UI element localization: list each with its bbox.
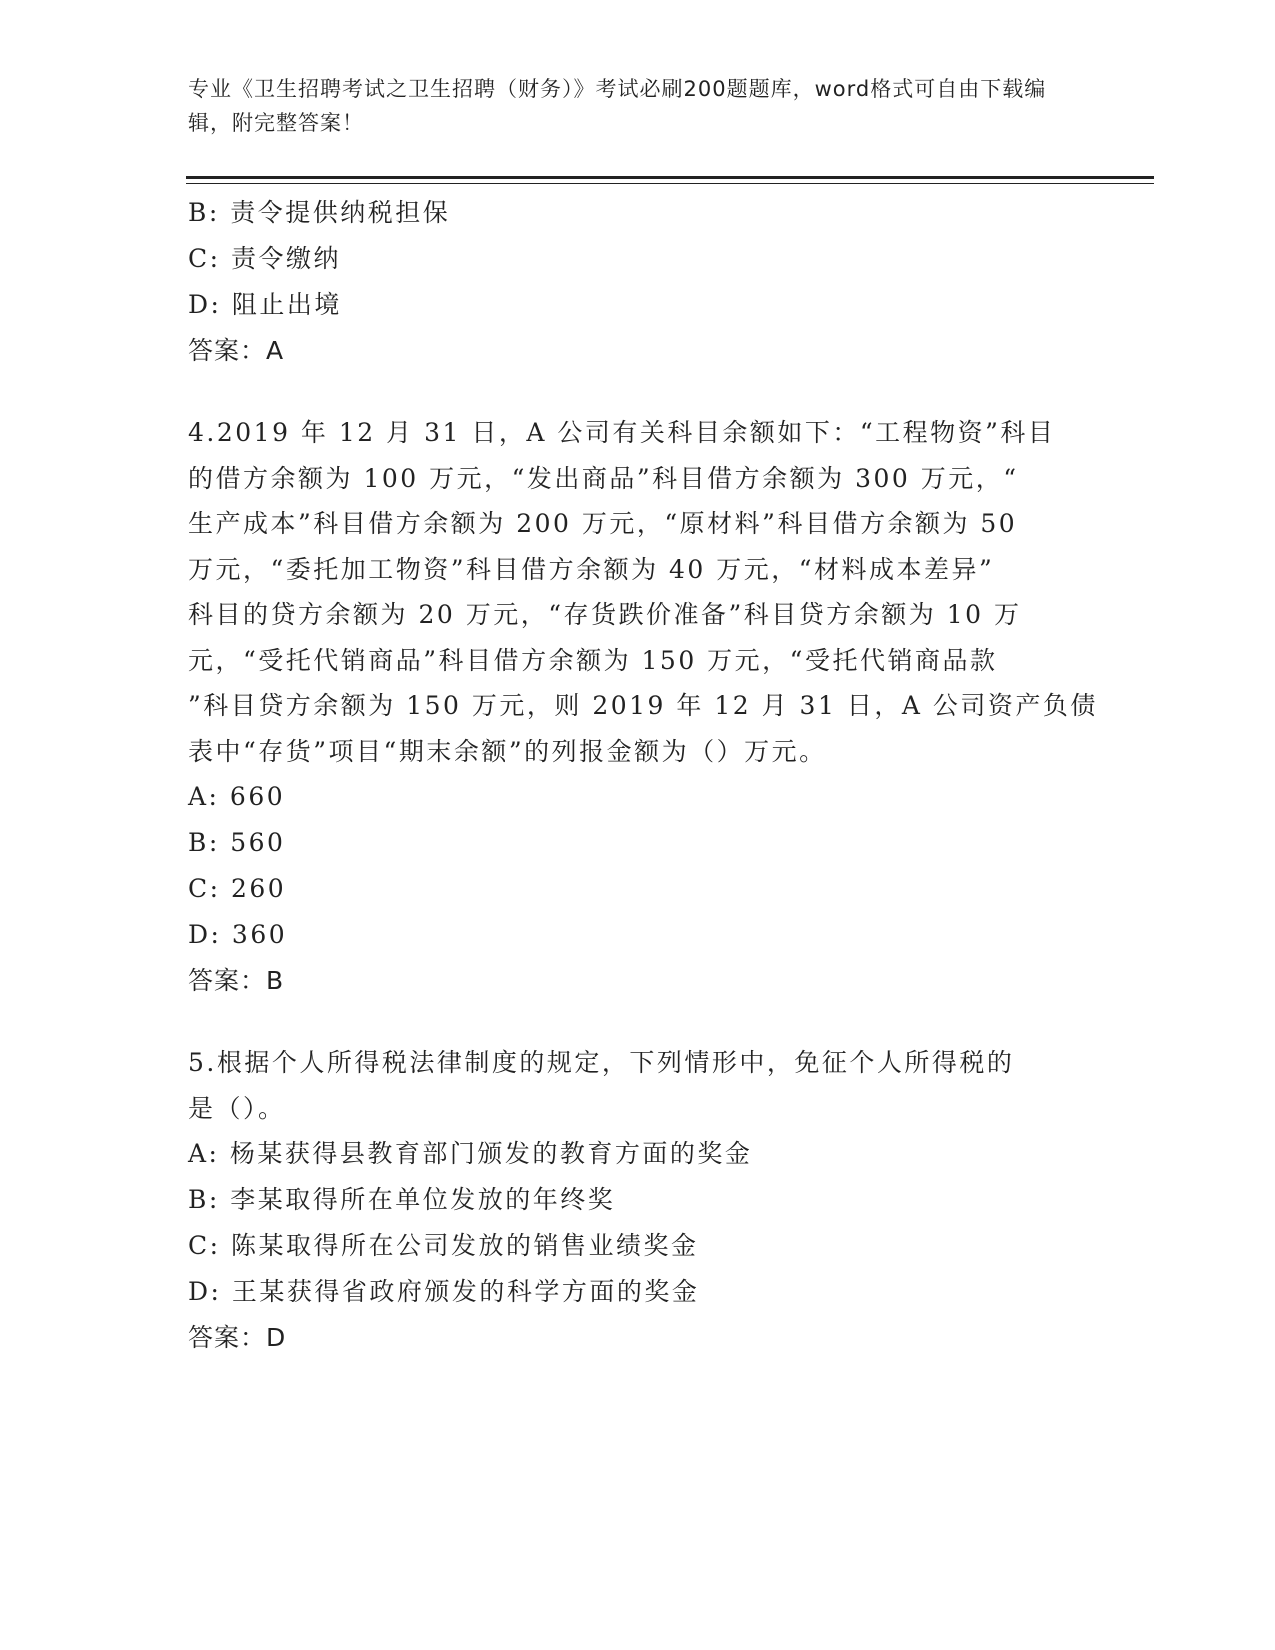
question-line: 表中“存货”项目“期末余额”的列报金额为（）万元。 — [188, 736, 827, 766]
option-b: B: 560 — [188, 828, 286, 857]
answer-line: 答案：D — [188, 1323, 287, 1352]
option-a: A: 660 — [188, 782, 286, 811]
answer-line: 答案：B — [188, 966, 285, 995]
spacer — [188, 374, 1068, 410]
question-line: ”科目贷方余额为 150 万元，则 2019 年 12 月 31 日，A 公司资产负债 — [188, 691, 1098, 720]
answer-line: 答案：A — [188, 336, 285, 365]
option-b: B: 责令提供纳税担保 — [188, 198, 451, 227]
option-a: A: 杨某获得县教育部门颁发的教育方面的奖金 — [188, 1139, 753, 1168]
question-line: 生产成本”科目借方余额为 200 万元，“原材料”科目借方余额为 50 — [188, 509, 1018, 538]
question-line: 的借方余额为 100 万元，“发出商品”科目借方余额为 300 万元，“ — [188, 463, 1019, 493]
question-line: 是（）。 — [188, 1093, 286, 1123]
spacer — [188, 1004, 1068, 1040]
question-line: 4.2019 年 12 月 31 日，A 公司有关科目余额如下：“工程物资”科目 — [188, 418, 1056, 447]
question-line: 5.根据个人所得税法律制度的规定，下列情形中，免征个人所得税的 — [188, 1048, 1015, 1077]
document-content — [188, 190, 1098, 1361]
question-line: 科目的贷方余额为 20 万元，“存货跌价准备”科目贷方余额为 10 万 — [188, 600, 1022, 629]
header-divider-thick — [186, 176, 1154, 179]
option-c: C: 责令缴纳 — [188, 244, 341, 273]
option-d: D: 360 — [188, 920, 288, 949]
question-line: 元，“受托代销商品”科目借方余额为 150 万元，“受托代销商品款 — [188, 645, 998, 675]
question-text — [188, 1040, 1068, 1131]
option-c: C: 260 — [188, 874, 287, 903]
header-divider-thin — [186, 183, 1154, 184]
question-3-tail — [188, 190, 1068, 374]
option-d: D: 阻止出境 — [188, 290, 342, 319]
option-c: C: 陈某取得所在公司发放的销售业绩奖金 — [188, 1231, 699, 1260]
question-text — [188, 410, 1098, 774]
option-b: B: 李某取得所在单位发放的年终奖 — [188, 1185, 616, 1214]
document-header-title: 专业《卫生招聘考试之卫生招聘（财务）》考试必刷200题题库，word格式可自由下载编辑，附完整答案！ — [188, 77, 1047, 135]
question-5 — [188, 1040, 1068, 1361]
question-line: 万元，“委托加工物资”科目借方余额为 40 万元，“材料成本差异” — [188, 554, 995, 584]
question-4 — [188, 410, 1098, 1004]
option-d: D: 王某获得省政府颁发的科学方面的奖金 — [188, 1277, 700, 1306]
